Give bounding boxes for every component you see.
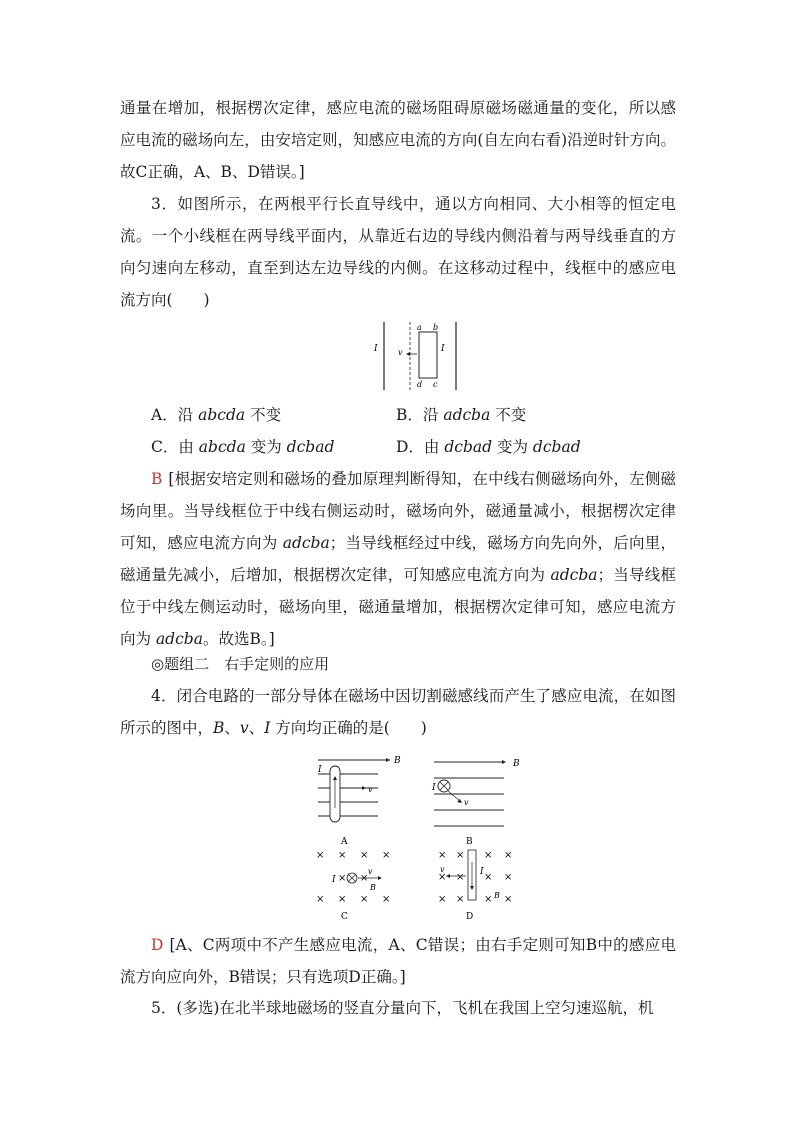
q3-option-b: B．沿 adcba 不变: [396, 406, 527, 424]
svg-text:×: ×: [338, 894, 347, 905]
svg-text:B: B: [370, 883, 376, 892]
svg-text:×: ×: [484, 872, 493, 883]
svg-text:×: ×: [382, 894, 391, 905]
right-current-label: I: [441, 344, 445, 354]
svg-text:×: ×: [338, 873, 347, 884]
velocity-label: v: [398, 348, 403, 357]
svg-text:×: ×: [456, 872, 465, 883]
svg-text:×: ×: [504, 894, 513, 905]
corner-b: b: [433, 323, 439, 332]
svg-text:I: I: [332, 875, 336, 885]
svg-text:×: ×: [504, 872, 513, 883]
svg-text:×: ×: [456, 894, 465, 905]
svg-text:×: ×: [484, 894, 493, 905]
svg-text:×: ×: [504, 850, 513, 861]
panel-d: [438, 850, 512, 922]
svg-text:v: v: [368, 867, 373, 876]
q3-option-d: D．由 dcbad 变为 dcbad: [396, 438, 581, 456]
q2-explanation-tail: [120, 92, 676, 188]
q3-stem-text: 3．如图所示，在两根平行长直导线中，通以方向相同、大小相等的恒定电流。一个小线框在两导线平面内，从靠近右边的导线内侧沿着与两导线垂直的方向匀速向左移动，直至到达左边导线的内侧。在这移动过程中，线框中的感应电流方向( ): [120, 195, 676, 309]
svg-text:×: ×: [360, 894, 369, 905]
panel-b-label: B: [466, 837, 473, 847]
svg-text:I: I: [318, 765, 322, 775]
q5-stem: 5．(多选)在北半球地磁场的竖直分量向下，飞机在我国上空匀速巡航，机: [151, 999, 654, 1017]
q4-figure: [308, 752, 538, 924]
svg-text:×: ×: [438, 872, 447, 883]
svg-text:×: ×: [316, 850, 325, 861]
svg-text:v: v: [368, 785, 373, 794]
q3-option-c: C．由 abcda 变为 dcbad: [151, 438, 335, 456]
svg-text:I: I: [432, 783, 436, 793]
svg-text:×: ×: [456, 850, 465, 861]
panel-c-label: C: [341, 912, 348, 922]
left-current-label: I: [374, 344, 378, 354]
svg-text:×: ×: [484, 850, 493, 861]
q4-explanation: D [A、C两项中不产生感应电流，A、C错误；由右手定则可知B中的感应电流方向应向外，B错误；只有选项D正确。]: [120, 936, 676, 986]
svg-text:×: ×: [438, 894, 447, 905]
corner-a: a: [417, 323, 422, 332]
svg-text:B: B: [494, 891, 500, 900]
svg-text:×: ×: [360, 873, 369, 884]
q3-answer: B: [151, 470, 163, 488]
svg-text:×: ×: [360, 850, 369, 861]
panel-d-label: D: [466, 912, 474, 922]
panel-b: [431, 759, 520, 847]
panel-a: [317, 756, 401, 847]
q3-figure: [370, 318, 465, 394]
coil-frame: [419, 332, 437, 378]
corner-d: d: [417, 380, 423, 389]
svg-text:I: I: [480, 867, 484, 877]
q4-stem: 4．闭合电路的一部分导体在磁场中因切割磁感线而产生了感应电流，在如图所示的图中，B、v、I 方向均正确的是( ): [120, 687, 676, 737]
svg-text:×: ×: [438, 850, 447, 861]
svg-text:×: ×: [338, 850, 347, 861]
q3-option-a: A．沿 abcda 不变: [151, 406, 282, 424]
svg-text:v: v: [440, 865, 445, 874]
group2-heading: ◎题组二 右手定则的应用: [151, 655, 330, 673]
svg-text:×: ×: [382, 850, 391, 861]
q4-answer: D: [151, 936, 164, 954]
panel-a-label: A: [341, 837, 348, 847]
velocity-arrowhead: [406, 352, 410, 356]
q3-stem: [120, 188, 676, 316]
q3-explanation: B [根据安培定则和磁场的叠加原理判断得知，在中线右侧磁场向外，左侧磁场向里。当导线框位于中线右侧运动时，磁场向外，磁通量减小，根据楞次定律可知，感应电流方向为 adcba；当导线框经过中线，磁场方向先向外，后向里，磁通量先减小，后增加，根据楞次定律，可知感应电流方向为 adcba；当导线框位于中线左侧运动时，磁场向里，磁通量增加，根据楞次定律可知，感应电流方向为 adcba。故选B。]: [120, 470, 676, 648]
svg-text:×: ×: [316, 894, 325, 905]
svg-text:v: v: [464, 798, 469, 807]
svg-text:B: B: [394, 756, 401, 766]
q2-explanation-text: 通量在增加，根据楞次定律，感应电流的磁场阻碍原磁场磁通量的变化，所以感应电流的磁场向左，由安培定则，知感应电流的方向(自左向右看)沿逆时针方向。故C正确，A、B、D错误。]: [120, 99, 676, 181]
corner-c: c: [433, 380, 438, 389]
panel-c: [316, 850, 390, 922]
svg-text:B: B: [513, 759, 520, 769]
